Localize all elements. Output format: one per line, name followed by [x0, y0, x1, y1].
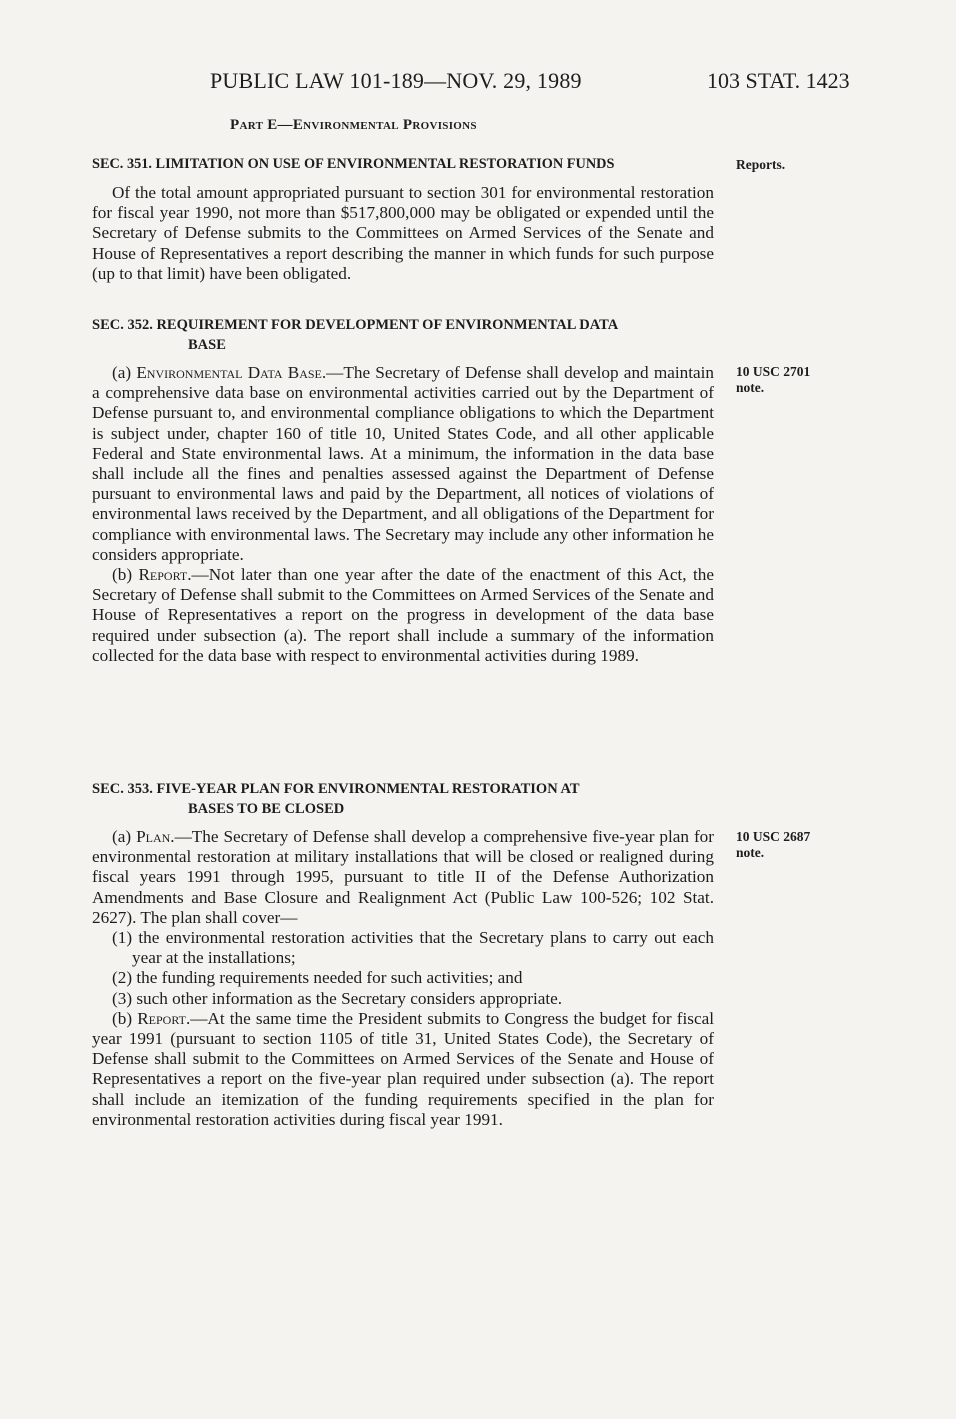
section-352-subsection-b [92, 565, 714, 666]
section-352-heading-line1: SEC. 352. REQUIREMENT FOR DEVELOPMENT OF ENVIRONMENTAL DATA [92, 317, 619, 333]
section-351-margin-note: Reports. [736, 157, 786, 172]
subsection-a-label: (a) [112, 827, 137, 846]
section-352-heading-line2: BASE [188, 337, 226, 353]
section-352-subsection-a [92, 363, 714, 565]
running-header-stat-page: 103 STAT. 1423 [707, 68, 850, 93]
subsection-b-label: (b) [112, 1008, 138, 1028]
subsection-b-caption: Report [138, 565, 188, 585]
subsection-a-text: .—The Secretary of Defense shall develop a comprehensive five-year plan for environmental restoration at military installations that will be closed or realigned during fiscal years 1991 through 1995, pursuant to title II of the Defense Authorization Amendments and Base Closure and Realignment Act (Public Law 100-526; 102 Stat. 2627). The plan shall cover— [92, 827, 715, 927]
running-header-title: PUBLIC LAW 101-189—NOV. 29, 1989 [210, 68, 582, 93]
subsection-a-caption: Environmental Data Base [136, 363, 322, 382]
subsection-b-text: .—At the same time the President submits to Congress the budget for fiscal year 1991 (pursuant to section 1105 of title 31, United States Code), the Secretary of Defense shall submit to the Committees on Armed Services of the Senate and House of Representatives a report on the five-year plan required under subsection (a). The report shall include an itemization of the funding requirements specified in the plan for environmental restoration activities during fiscal year 1991. [92, 1008, 714, 1129]
section-353-margin-note-line2: note. [736, 845, 765, 860]
subsection-a-label: (a) [112, 363, 137, 382]
section-353-heading-line1: SEC. 353. FIVE-YEAR PLAN FOR ENVIRONMENTAL RESTORATION AT [92, 781, 580, 797]
subsection-b-text: .—Not later than one year after the date of the enactment of this Act, the Secretary of Defense shall submit to the Committees on Armed Services of the Senate and House of Representatives a report on the progress in development of the data base required under subsection (a). The report shall include a summary of the information collected for the data base with respect to environmental activities during 1989. [92, 565, 714, 665]
section-351-heading: SEC. 351. LIMITATION ON USE OF ENVIRONMENTAL RESTORATION FUNDS [92, 156, 615, 172]
part-title: Part E—Environmental Provisions [230, 117, 477, 133]
section-353-margin-note [736, 829, 810, 861]
subsection-a-text: .—The Secretary of Defense shall develop and maintain a comprehensive data base on environmental activities carried out by the Department of Defense pursuant to, and environmental compliance obligations to which the Department is subject under, chapter 160 of title 10, United States Code, and all other applicable Federal and State environmental laws. At a minimum, the information in the data base shall include all the fines and penalties assessed against the Department of Defense pursuant to environmental laws and paid by the Department, all notices of violations of environmental laws received by the Department, and all obligations of the Department for compliance with environmental laws. The Secretary may include any other information he considers appropriate. [92, 363, 714, 564]
list-item: (2) the funding requirements needed for such activities; and [112, 968, 523, 988]
list-item: (1) the environmental restoration activities that the Secretary plans to carry out each year at the installations; [112, 928, 714, 968]
section-352-heading [92, 315, 714, 355]
section-353-subsection-b [92, 1009, 714, 1130]
section-351-body [92, 183, 714, 284]
subsection-b-caption: Report [137, 1008, 186, 1028]
section-352-margin-note [736, 364, 810, 396]
section-353-margin-note-line1: 10 USC 2687 [736, 829, 811, 844]
list-item: (3) such other information as the Secretary considers appropriate. [112, 988, 563, 1008]
section-351-text: Of the total amount appropriated pursuant to section 301 for environmental restoration for fiscal year 1990, not more than $517,800,000 may be obligated or expended until the Secretary of Defense submits to the Committees on Armed Services of the Senate and House of Representatives a report describing the manner in which funds for such purpose (up to that limit) have been obligated. [92, 183, 714, 283]
subsection-a-caption: Plan [136, 827, 171, 846]
subsection-b-label: (b) [112, 565, 139, 585]
section-352-margin-note-line1: 10 USC 2701 [736, 364, 811, 379]
section-353-body [92, 827, 714, 1130]
section-352-body [92, 363, 714, 666]
section-353-subsection-a [92, 827, 714, 928]
section-353-heading [92, 779, 714, 819]
section-352-margin-note-line2: note. [736, 380, 765, 395]
section-353-heading-line2: BASES TO BE CLOSED [188, 801, 345, 817]
